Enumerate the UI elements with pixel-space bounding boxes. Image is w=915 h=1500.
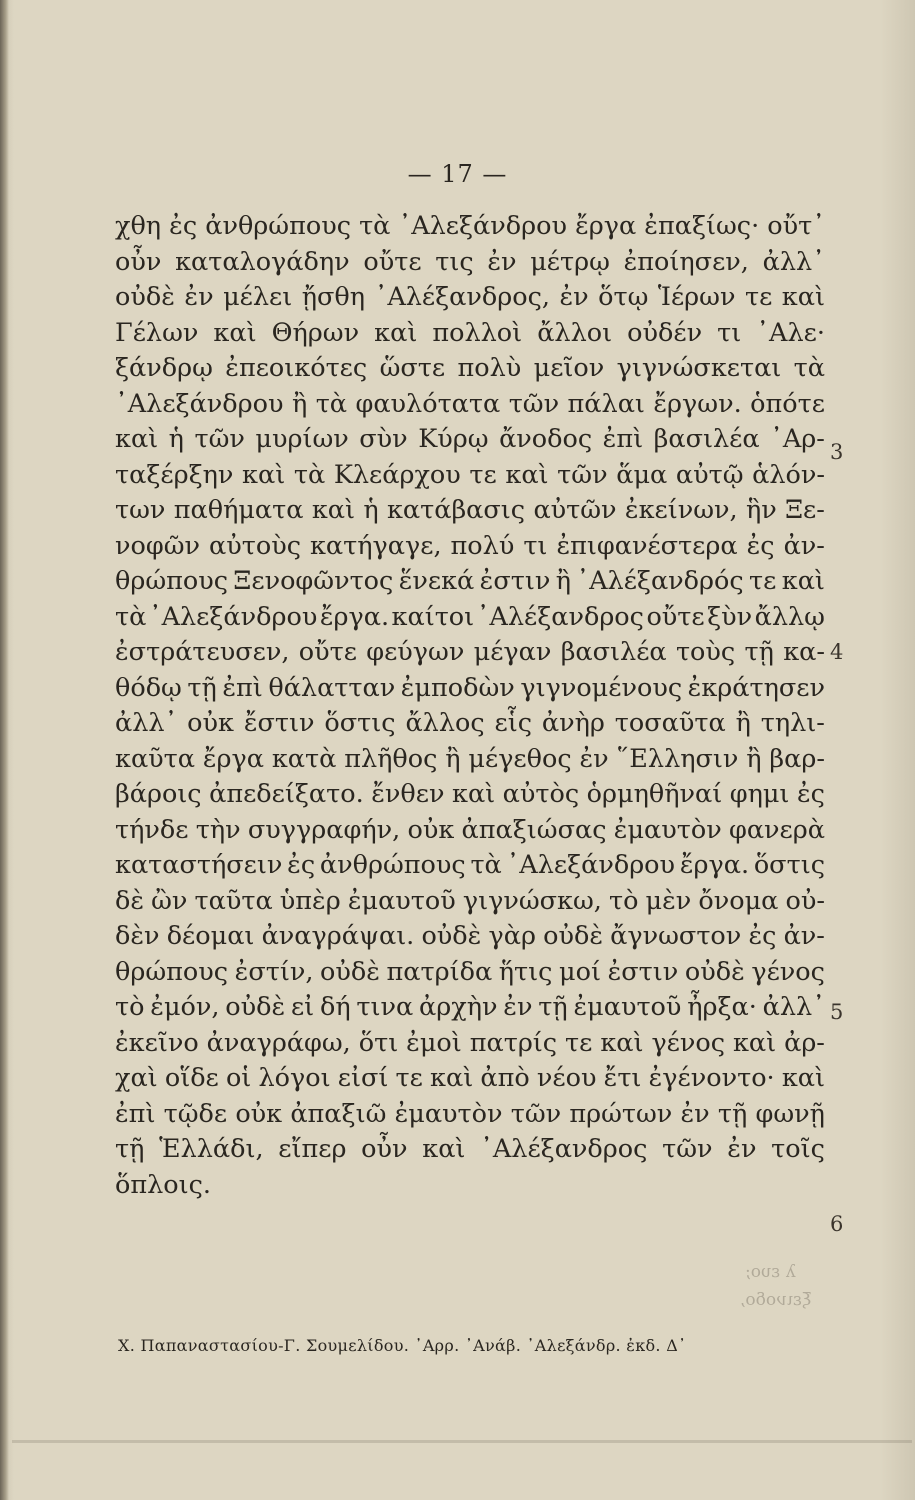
word: οὐκ (235, 1098, 283, 1129)
margin-section-number: 4 (830, 640, 844, 664)
word: πλῆθος (344, 743, 438, 774)
word: αὐτῷ (675, 459, 744, 490)
word: οὐδὲ (320, 956, 380, 987)
text-line (115, 990, 825, 1026)
word: πολὺ (457, 353, 522, 383)
word: ἐν (487, 246, 517, 277)
text-line (115, 1132, 825, 1168)
word: καὶ (374, 317, 418, 348)
word: καὶ (213, 317, 257, 348)
word: ἐς (746, 530, 775, 561)
word: τε (395, 1063, 423, 1093)
word: ἔνθεν (371, 779, 445, 809)
word: ἐπεοικότες (225, 353, 368, 383)
word: ᾿Αλεξάνδρου (115, 388, 284, 419)
text-line (115, 919, 825, 955)
word: ἐμόν, (150, 992, 220, 1022)
word: ἐστιν (607, 956, 679, 987)
word: ἐγένοντο· (648, 1063, 775, 1093)
text-line (115, 742, 825, 778)
word: ἢ (746, 743, 762, 774)
word: ᾿Αλεξάνδρου (398, 211, 567, 241)
word: ὄνομα (698, 885, 779, 916)
word: οὐδὲ (115, 282, 175, 312)
word: τις (435, 246, 474, 277)
word: Ξενοφῶντος (233, 566, 394, 596)
word: βάροις (115, 779, 202, 809)
word: πάλαι (567, 388, 645, 419)
word: οὐκ (187, 708, 234, 738)
word: ἐπὶ (602, 424, 644, 454)
word: ἄλλοι (537, 317, 613, 348)
word: εἴπερ (278, 1134, 347, 1164)
word: ἅμα (616, 459, 668, 490)
word: ἥτις (498, 956, 553, 987)
word: ἀλλ᾿ (762, 246, 825, 277)
word: ἐς (287, 850, 316, 880)
word: τοσαῦτα (614, 708, 726, 738)
word: θρώπους (115, 566, 229, 596)
text-line (115, 529, 825, 565)
word: ἡ (363, 495, 379, 525)
word: καὶ (115, 424, 159, 454)
word: Γέλων (115, 317, 199, 348)
word: ὅτῳ (598, 282, 649, 312)
word: τὸ (115, 992, 145, 1022)
word: ἐκείνων, (624, 495, 738, 525)
word: καὶ (422, 1134, 466, 1164)
text-line (115, 316, 825, 352)
word: ἐποίησεν, (623, 246, 749, 277)
word: γιγνομένους (520, 672, 683, 703)
text-line (115, 813, 825, 849)
word: ἢ (555, 566, 571, 596)
word: ἐπιφανέστερα (556, 530, 738, 561)
margin-section-number: 5 (830, 1000, 844, 1024)
word: ταξέρξην (115, 459, 234, 490)
word: ἔργα (575, 211, 637, 241)
page-number: — 17 — (407, 160, 508, 188)
word: ἐν (559, 282, 589, 312)
word: εἰσί (337, 1063, 389, 1093)
word: τῶν (662, 1134, 713, 1164)
word: ἡ (168, 424, 184, 454)
word: ταῦτα (194, 885, 273, 916)
word: ἔτι (603, 1063, 642, 1093)
word: ἐν (680, 1098, 710, 1129)
word: πολύ (450, 530, 515, 561)
word: ῞Ελλησιν (616, 743, 739, 774)
word: ἄνοδος (499, 424, 593, 454)
word: ἁλόν- (752, 459, 825, 490)
word: τε (565, 1027, 593, 1058)
word: ἀναγράφω, (206, 1027, 351, 1058)
word: ἀνὴρ (541, 708, 605, 738)
word: θόδῳ (115, 672, 182, 703)
word: ἀπαξιώσας (461, 814, 607, 845)
word: αὐτὸς (502, 779, 580, 809)
word: μέγεθος (468, 743, 572, 774)
word: ἐκράτησεν (687, 672, 825, 703)
word: πατρίδα (386, 956, 493, 987)
word: εἷς (494, 708, 533, 738)
word: σὺν (359, 424, 408, 454)
word: φεύγων (366, 637, 465, 667)
word: ὥστε (379, 353, 446, 383)
word: τῇ (717, 1098, 748, 1129)
word: ξὺν (707, 601, 753, 632)
word: τήνδε (115, 814, 189, 845)
text-line (115, 848, 825, 884)
word: τὰ (315, 388, 348, 419)
word: οὐδὲ (684, 956, 745, 987)
word: καὶ (600, 1027, 644, 1058)
word: τῶν (194, 424, 245, 454)
word: Κύρῳ (418, 424, 489, 454)
word: τὰ (793, 353, 825, 383)
word: καὶ (452, 779, 496, 809)
word: καὶ (781, 282, 825, 312)
word: τῶν (557, 459, 608, 490)
word: χθη (115, 211, 162, 241)
word: τε (744, 282, 773, 312)
word: γὰρ (488, 921, 536, 951)
word: ὢν (151, 885, 188, 916)
text-line (115, 671, 825, 707)
text-line (115, 245, 825, 281)
word: τὰ (293, 459, 326, 490)
word: καὶ (781, 1063, 825, 1093)
word: ἀρχὴν (419, 992, 498, 1022)
text-line (115, 422, 825, 458)
word: τῇ (538, 992, 568, 1022)
word: μέλει (223, 282, 293, 312)
word: μεῖον (533, 353, 605, 383)
word: ἐμαυτὸν (394, 1098, 503, 1129)
word: ᾿Αλέξανδρος (480, 1134, 648, 1164)
text-line (115, 1097, 825, 1133)
word: ἐστιν (479, 566, 551, 596)
word: ἐμαυτὸν (613, 814, 722, 845)
word: Ἑλλάδι, (159, 1134, 264, 1164)
show-through-text: λ ευο; (745, 1262, 797, 1282)
word: αὐτοὺς (209, 530, 301, 561)
word: καταλογάδην (175, 246, 350, 277)
word: των (115, 495, 166, 525)
word: δή (319, 992, 351, 1022)
word: ἢ (291, 388, 308, 419)
word: πολλοὶ (432, 317, 523, 348)
word: λόγοι (258, 1063, 331, 1093)
show-through-text: ξεινοδο, (740, 1290, 812, 1310)
word: ἐστράτευσεν, (115, 637, 290, 667)
word: τινα (356, 992, 414, 1022)
word: ὅστις (324, 708, 396, 738)
word: ἢ (735, 708, 751, 738)
word: ἣν (745, 495, 777, 525)
text-line (115, 1026, 825, 1062)
word: ἔργα. (679, 850, 750, 880)
word: ἄλλος (405, 708, 485, 738)
word: νοφῶν (115, 530, 201, 561)
word: οὐδὲ (543, 921, 603, 951)
word: βαρ- (769, 743, 825, 774)
word: ἐς (796, 779, 825, 809)
word: πρώτων (569, 1098, 673, 1129)
word: οὔτε (298, 637, 357, 667)
word: καὶ (242, 459, 286, 490)
word: ἀνθρώπους (205, 211, 351, 241)
word: ἦρξα· (687, 992, 757, 1022)
text-line (115, 884, 825, 920)
text-line-last: ὅπλοις. (115, 1169, 212, 1200)
word: Ξε- (785, 495, 825, 525)
word: οὖν (361, 1134, 408, 1164)
text-line (115, 564, 825, 600)
word: ἀπεδείξατο. (209, 779, 364, 809)
word: οἱ (225, 1063, 252, 1093)
word: γένος (751, 956, 825, 987)
word: νέου (536, 1063, 597, 1093)
word: τὰ (115, 601, 147, 632)
word: ὅστις (753, 850, 825, 880)
word: ἐν (503, 992, 533, 1022)
text-line (115, 600, 825, 636)
word: ἐπὶ (222, 672, 263, 703)
word: οὐκ (407, 814, 455, 845)
word: τι (523, 530, 548, 561)
word: ἄγνωστον (610, 921, 742, 951)
word: Θήρων (271, 317, 360, 348)
word: ᾿Αλεξάνδρου (148, 601, 318, 632)
word: ᾿Αλέξανδρος, (374, 282, 550, 312)
word: ὅτι (358, 1027, 399, 1058)
word: δὲν (115, 921, 160, 951)
text-line (115, 458, 825, 494)
word: ἐπαξίως· (644, 211, 760, 241)
page-edge-shadow (0, 0, 9, 1500)
word: τὴν (195, 814, 241, 845)
word: θρώπους (115, 956, 229, 987)
word: γένος (651, 1027, 726, 1058)
word: τε (469, 459, 497, 490)
word: ἐν (727, 1134, 757, 1164)
word: γιγνώσκω, (462, 885, 602, 916)
word: ἀρ- (784, 1027, 825, 1058)
text-line (115, 280, 825, 316)
word: τῶν (508, 388, 560, 419)
word: ἕνεκά (398, 566, 475, 596)
word: ᾔσθη (301, 282, 366, 312)
word: ἔργα (202, 743, 264, 774)
word: ὑπὲρ (279, 885, 341, 916)
word: φαυλότατα (355, 388, 501, 419)
word: κατάβασις (386, 495, 526, 525)
word: ἔργα. (319, 601, 390, 632)
word: ἀλλ᾿ (762, 992, 825, 1022)
word: εἰ (290, 992, 315, 1022)
text-line (115, 1061, 825, 1097)
word: ἐς (748, 921, 777, 951)
word: θάλατταν (268, 672, 396, 703)
text-line (115, 493, 825, 529)
word: Ἱέρων (657, 282, 736, 312)
word: ἐν (184, 282, 214, 312)
word: τῇ (744, 637, 774, 667)
word: οὐδὲ (421, 921, 482, 951)
word: τῇ (187, 672, 217, 703)
word: καταστήσειν (115, 850, 283, 880)
word: ἀν- (783, 530, 825, 561)
word: ὁρμηθῆναί (586, 779, 723, 809)
word: μὲν (645, 885, 692, 916)
word: οὔτ᾿ (767, 211, 825, 241)
paper-smudge (12, 1440, 912, 1443)
word: βασιλέα (560, 637, 667, 667)
word: χαὶ (115, 1063, 158, 1093)
word: οὔτε (363, 246, 422, 277)
margin-section-number: 6 (830, 1212, 844, 1236)
word: ὁπότε (750, 388, 825, 419)
word: τι (717, 317, 742, 348)
word: ἐπὶ (115, 1098, 156, 1129)
word: ἐμαυτοῦ (347, 885, 456, 916)
word: μυρίων (255, 424, 349, 454)
word: ἐμαυτοῦ (573, 992, 682, 1022)
word: κατὰ (271, 743, 337, 774)
text-line (115, 706, 825, 742)
word: οἵδε (164, 1063, 219, 1093)
word: τῶν (510, 1098, 562, 1129)
word: τῇ (115, 1134, 145, 1164)
word: τὰ (359, 211, 391, 241)
word: ἐκεῖνο (115, 1027, 199, 1058)
word: Κλεάρχου (333, 459, 461, 490)
word: καὶ (430, 1063, 474, 1093)
text-line (115, 635, 825, 671)
word: φημι (729, 779, 790, 809)
text-line (115, 209, 825, 245)
word: μέγαν (473, 637, 552, 667)
word: οὖν (115, 246, 162, 277)
word: ἐν (579, 743, 609, 774)
word: ἀλλ᾿ (115, 708, 178, 738)
word: ἀπαξιῶ (290, 1098, 387, 1129)
word: ἄλλῳ (754, 601, 825, 632)
word: ἔργων. (653, 388, 742, 419)
word: βασιλέα (653, 424, 760, 454)
word: φανερὰ (728, 814, 825, 845)
word: οὐδὲ (225, 992, 286, 1022)
text-line (115, 351, 825, 387)
word: τηλι- (760, 708, 825, 738)
word: ᾿Αρ- (770, 424, 825, 454)
word: καὶ (505, 459, 549, 490)
word: οὔτε (646, 601, 705, 632)
word: ἔστιν (243, 708, 315, 738)
word: ᾿Αλε· (756, 317, 825, 348)
word: δέομαι (166, 921, 255, 951)
word: οὐ- (785, 885, 825, 916)
word: ἀν- (783, 921, 825, 951)
word: μοί (559, 956, 601, 987)
word: ἀνθρώπους (319, 850, 466, 880)
word: τῷδε (163, 1098, 228, 1129)
word: οὐδέν (627, 317, 703, 348)
word: καὶ (781, 566, 825, 596)
body-text (115, 209, 825, 1203)
word: δὲ (115, 885, 145, 916)
word: ἐμποδὼν (400, 672, 515, 703)
word: ᾿Αλέξανδρός (576, 566, 744, 596)
word: γιγνώσκεται (616, 353, 782, 383)
word: αὐτῶν (533, 495, 617, 525)
word: τε (749, 566, 777, 596)
word: μέτρῳ (530, 246, 610, 277)
text-line (115, 387, 825, 423)
word: τὰ (470, 850, 502, 880)
word: ἐμοὶ (406, 1027, 462, 1058)
word: κατήγαγε, (309, 530, 442, 561)
word: ᾿Αλεξάνδρου (506, 850, 676, 880)
word: ᾿Αλέξανδρος (476, 601, 644, 632)
word: καὶ (732, 1027, 777, 1058)
word: πατρίς (469, 1027, 558, 1058)
footer-citation: Χ. Παπαναστασίου-Γ. Σουμελίδου. ᾿Αρρ. ᾿Ανάβ. ᾿Αλεξάνδρ. ἐκδ. Δ᾿ (118, 1336, 687, 1355)
word: ἀπὸ (480, 1063, 530, 1093)
word: καίτοι (391, 601, 475, 632)
word: παθήματα (173, 495, 304, 525)
word: καὶ (311, 495, 355, 525)
word: ἐς (169, 211, 198, 241)
word: τοῖς (771, 1134, 825, 1164)
text-line (115, 777, 825, 813)
word: ἐστίν, (234, 956, 314, 987)
text-line (115, 955, 825, 991)
word: κα- (783, 637, 825, 667)
word: φωνῇ (755, 1098, 825, 1129)
word: καῦτα (115, 743, 195, 774)
word: συγγραφήν, (247, 814, 401, 845)
word: ἢ (445, 743, 461, 774)
word: τοὺς (675, 637, 736, 667)
word: τὸ (608, 885, 639, 916)
word: ξάνδρῳ (115, 353, 213, 383)
word: ἀναγράψαι. (261, 921, 415, 951)
margin-section-number: 3 (830, 440, 844, 464)
